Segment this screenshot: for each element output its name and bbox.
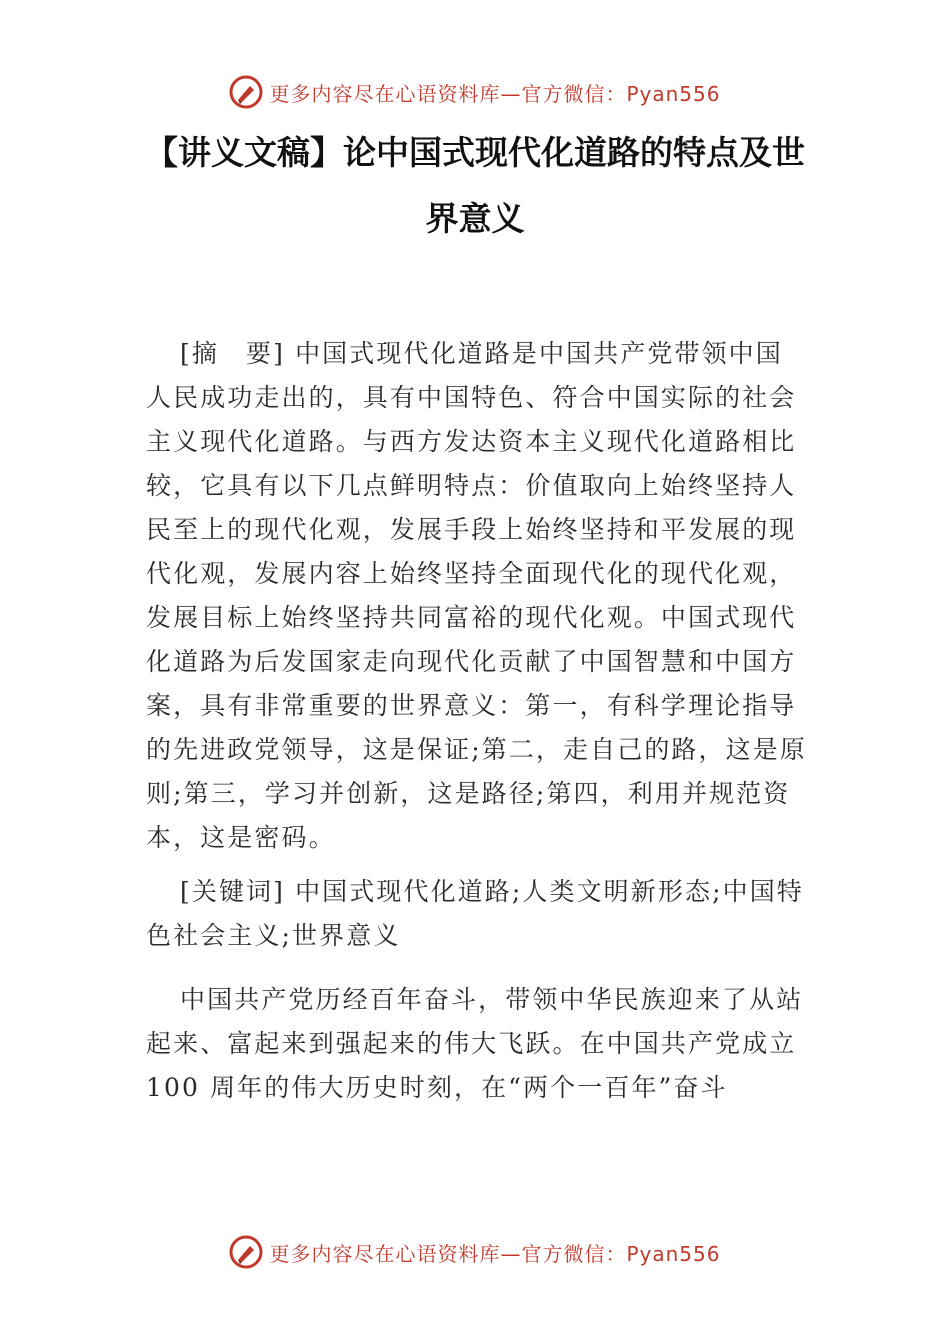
abstract-text: 中国式现代化道路是中国共产党带领中国人民成功走出的，具有中国特色、符合中国实际的社会主义现代化道路。与西方发达资本主义现代化道路相比较，它具有以下几点鲜明特点：价值取向上始终坚持人民至上的现代化观，发展手段上始终坚持和平发展的现代化观，发展内容上始终坚持全面现代化的现代化观，发展目标上始终坚持共同富裕的现代化观。中国式现代化道路为后发国家走向现代化贡献了中国智慧和中国方案，具有非常重要的世界意义：第一，有科学理论指导的先进政党领导，这是保证;第二，走自己的路，这是原则;第三，学习并创新，这是路径;第四，利用并规范资本，这是密码。 [146, 339, 807, 852]
abstract-label: [摘 要] [180, 339, 286, 368]
pen-logo-icon [229, 1235, 263, 1269]
document-body [146, 332, 808, 1120]
pen-logo-icon [229, 75, 263, 109]
document-title-line-2: 界意义 [425, 199, 525, 238]
intro-paragraph: 中国共产党历经百年奋斗，带领中华民族迎来了从站起来、富起来到强起来的伟大飞跃。在中国共产党成立 100 周年的伟大历史时刻，在“两个一百年”奋斗 [146, 985, 804, 1102]
document-title-line-1: 【讲义文稿】论中国式现代化道路的特点及世 [145, 133, 805, 172]
header-watermark-banner [0, 72, 950, 112]
abstract-paragraph [146, 332, 808, 860]
keywords-label: [关键词] [180, 877, 286, 906]
keywords-paragraph [146, 870, 808, 958]
footer-banner-text: 更多内容尽在心语资料库—官方微信：Pyan556 [269, 1241, 721, 1266]
keywords-text: 中国式现代化道路;人类文明新形态;中国特色社会主义;世界意义 [146, 877, 804, 950]
header-banner-text: 更多内容尽在心语资料库—官方微信：Pyan556 [269, 81, 721, 106]
footer-watermark-banner [0, 1232, 950, 1272]
